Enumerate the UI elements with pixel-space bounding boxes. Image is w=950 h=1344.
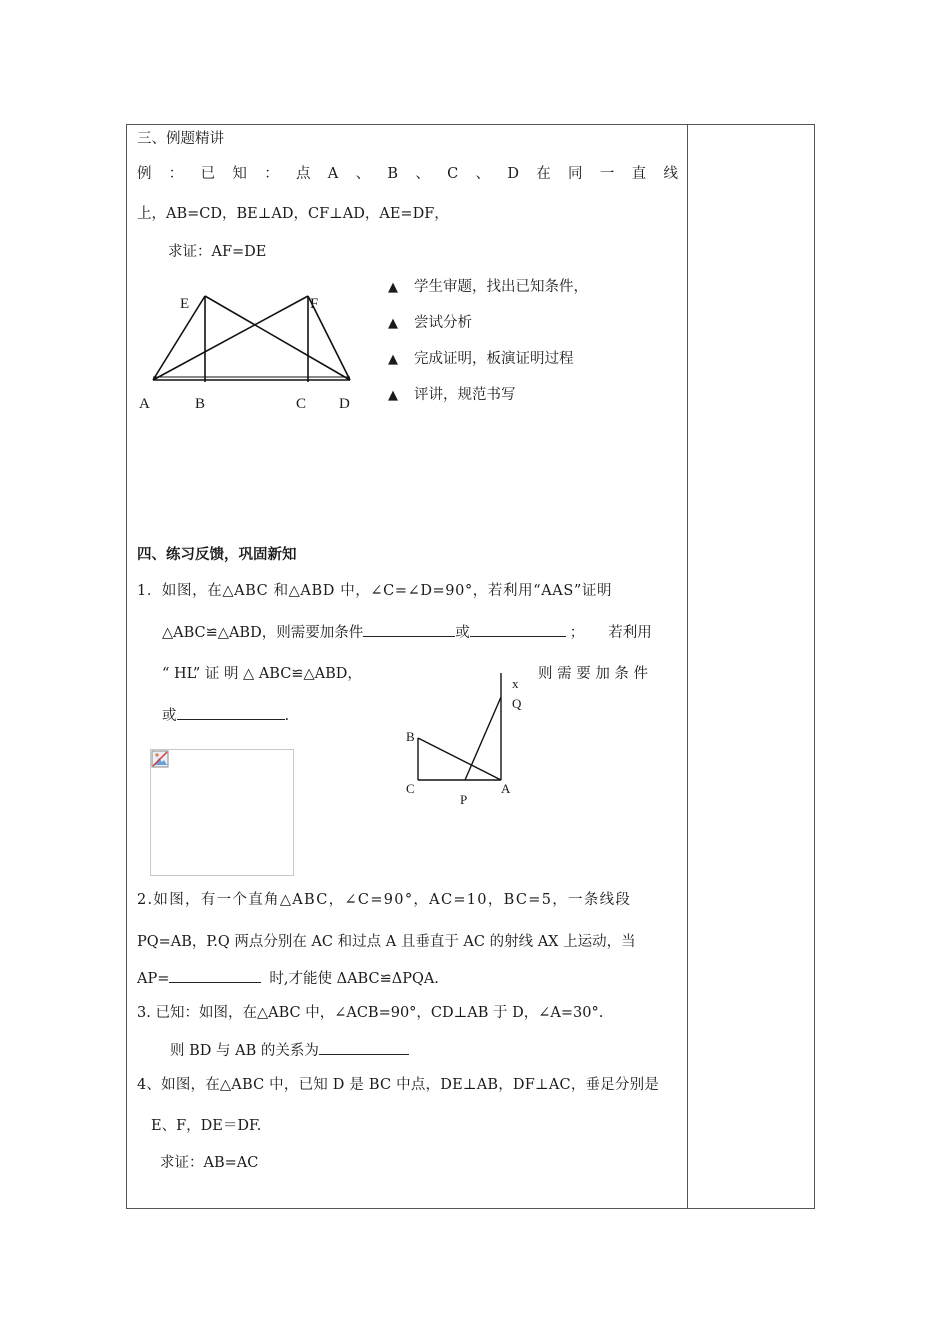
step-3: ▲ 完成证明，板演证明过程 <box>388 351 574 367</box>
q1-blank-1[interactable] <box>363 622 455 637</box>
triangle-bullet-icon: ▲ <box>388 388 398 403</box>
q1-line2: △ABC≌△ABD，则需要加条件 或 ； 若利用 <box>162 622 652 643</box>
q3-line1: 3. 已知：如图，在△ABC 中，∠ACB=90°，CD⊥AB 于 D，∠A=30°. <box>137 1005 604 1021</box>
example-char: 一 <box>599 166 615 182</box>
example-char: 在 <box>536 166 551 182</box>
q4-line2: E、F，DE＝DF. <box>151 1118 262 1134</box>
fig2-label-A: A <box>501 781 511 796</box>
fig2-label-x: x <box>512 676 519 691</box>
q2-blank[interactable] <box>169 968 261 983</box>
fig2-label-B: B <box>406 729 415 744</box>
triangle-bullet-icon: ▲ <box>388 352 398 367</box>
example-char: 同 <box>568 166 583 182</box>
q2-line3: AP= 时,才能使 ΔABC≌ΔPQA. <box>137 968 439 989</box>
example-char: 、 <box>415 166 430 182</box>
q4-line1: 4、如图，在△ABC 中，已知 D 是 BC 中点，DE⊥AB，DF⊥AC，垂足分别是 <box>137 1077 660 1093</box>
q3-blank[interactable] <box>319 1040 409 1055</box>
q1-blank-2[interactable] <box>470 622 566 637</box>
example-char: 已 <box>200 166 216 182</box>
section3-heading: 三、例题精讲 <box>137 131 224 147</box>
fig2-label-C: C <box>406 781 415 796</box>
broken-image-icon <box>151 750 169 768</box>
example-given-line2: 上，AB=CD，BE⊥AD，CF⊥AD，AE=DF， <box>137 206 449 222</box>
q1-blank-3[interactable] <box>177 705 285 720</box>
example-char: 知 <box>232 166 247 182</box>
example-char: ： <box>168 166 184 182</box>
section4-heading: 四、练习反馈，巩固新知 <box>137 546 297 563</box>
example-char: 线 <box>663 166 678 182</box>
q1-line1: 1．如图，在△ABC 和△ABD 中，∠C=∠D=90°，若利用“AAS”证明 <box>137 583 613 599</box>
q2-line2: PQ=AB，P.Q 两点分别在 AC 和过点 A 且垂直于 AC 的射线 AX 上运动，当 <box>137 934 636 950</box>
q2-figure <box>410 665 520 790</box>
fig1-label-C: C <box>296 396 307 412</box>
step-1: ▲ 学生审题，找出已知条件， <box>388 279 588 295</box>
q1-line4: 或 . <box>162 705 289 726</box>
q1-line3b: 则 需 要 加 条 件 <box>538 666 649 682</box>
fig1-label-A: A <box>139 396 150 412</box>
image-placeholder <box>150 749 294 876</box>
q4-line3: 求证：AB=AC <box>160 1155 259 1171</box>
q1-line3a: “ HL” 证 明 △ ABC≌△ABD， <box>162 666 362 682</box>
example-given-line <box>137 164 678 184</box>
fig1-label-D: D <box>339 396 350 412</box>
step-4: ▲ 评讲，规范书写 <box>388 387 516 403</box>
example-char: ： <box>264 166 279 182</box>
fig1-label-E: E <box>180 296 190 312</box>
example-prove: 求证：AF=DE <box>168 244 267 260</box>
step-2: ▲ 尝试分析 <box>388 315 472 331</box>
triangle-bullet-icon: ▲ <box>388 280 398 295</box>
example-char: C <box>447 166 459 182</box>
example-char: 、 <box>355 166 371 182</box>
example-figure <box>130 285 370 395</box>
table-column-divider <box>687 124 688 1209</box>
fig2-label-P: P <box>460 792 468 807</box>
q2-line1: 2.如图，有一个直角△ABC，∠C=90°，AC=10，BC=5，一条线段 <box>137 892 632 908</box>
example-char: B <box>387 166 399 182</box>
example-char: 直 <box>631 166 647 182</box>
example-char: 点 <box>295 166 311 182</box>
example-char: 、 <box>475 166 491 182</box>
example-char: 例 <box>137 166 152 182</box>
example-char: D <box>507 166 519 182</box>
fig1-label-B: B <box>195 396 206 412</box>
fig1-label-F: F <box>310 296 319 312</box>
example-char: A <box>327 166 339 182</box>
triangle-bullet-icon: ▲ <box>388 316 398 331</box>
q3-line2: 则 BD 与 AB 的关系为 <box>170 1040 409 1061</box>
fig2-label-Q: Q <box>512 696 522 711</box>
